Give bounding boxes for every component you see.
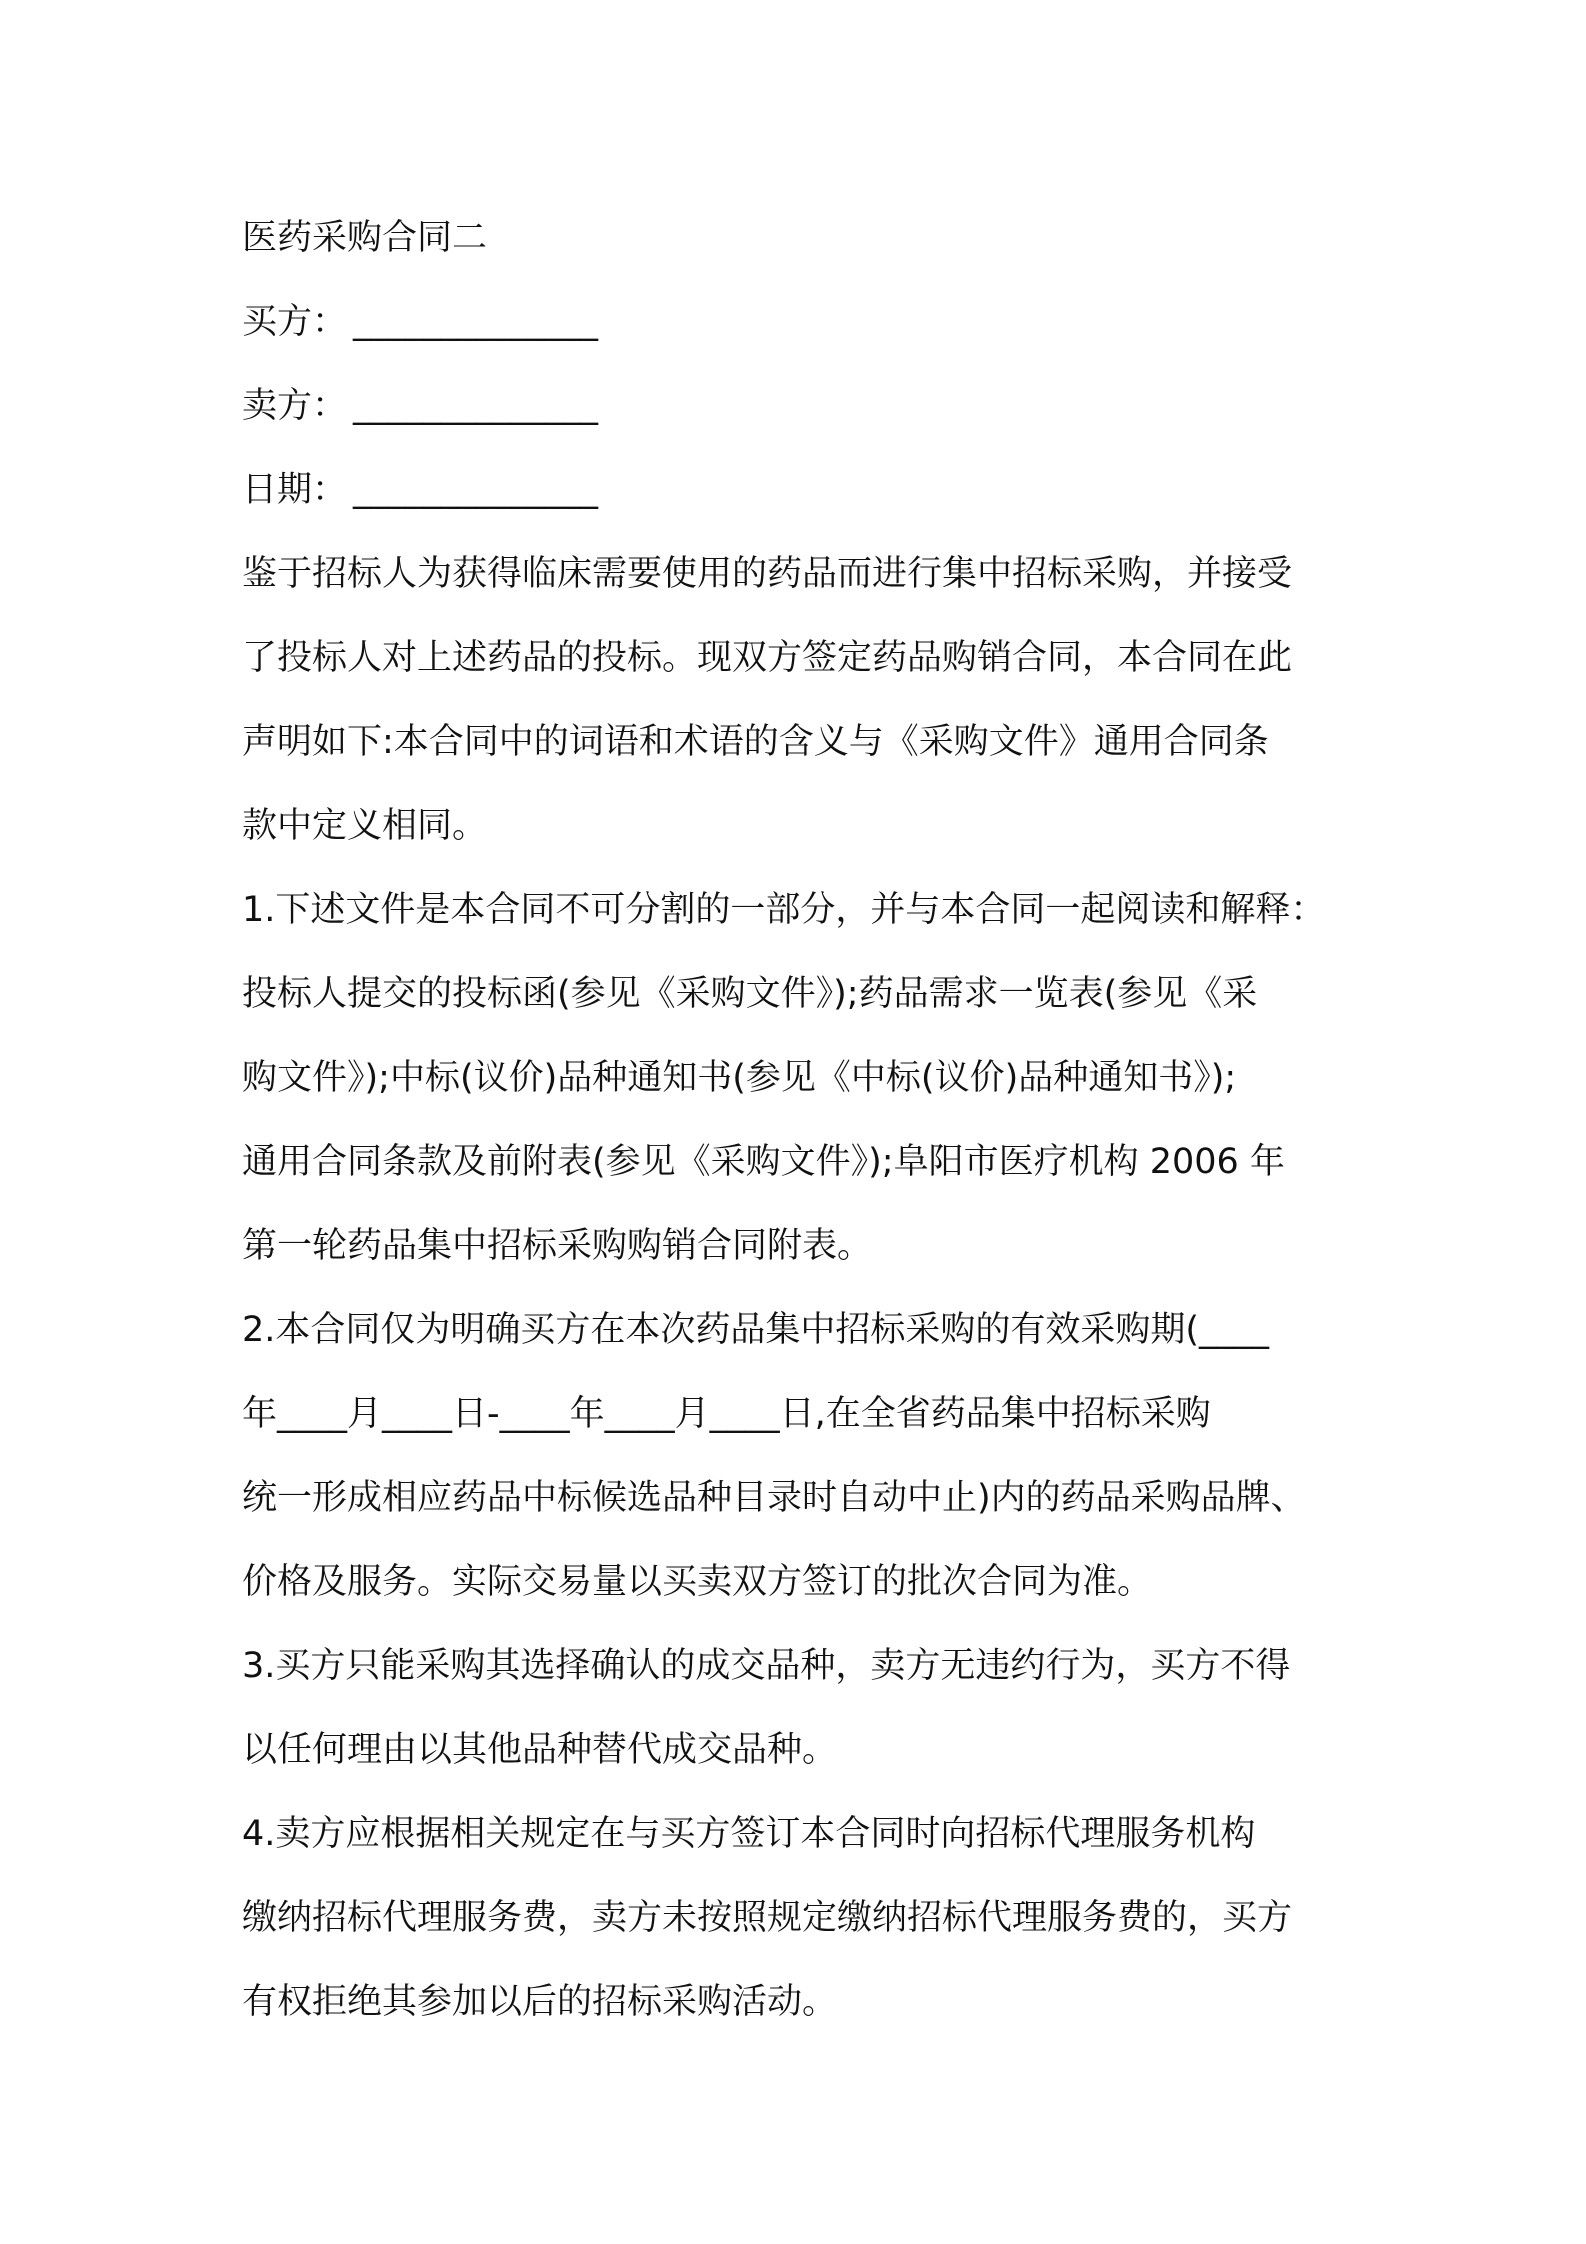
paragraph-line: 了投标人对上述药品的投标。现双方签定药品购销合同，本合同在此 — [242, 638, 1293, 678]
paragraph-line: 价格及服务。实际交易量以买卖双方签订的批次合同为准。 — [242, 1562, 1153, 1602]
clause-4 — [242, 1792, 1352, 2044]
paragraph-line: 1.下述文件是本合同不可分割的一部分，并与本合同一起阅读和解释： — [242, 890, 1326, 930]
date-label: 日期： — [242, 470, 348, 510]
paragraph-line: 有权拒绝其参加以后的招标采购活动。 — [242, 1982, 838, 2022]
date-blank: ______________ — [353, 470, 599, 510]
paragraph-line: 购文件》);中标(议价)品种通知书(参见《中标(议价)品种通知书》); — [242, 1058, 1237, 1098]
preamble-paragraph — [242, 532, 1352, 868]
paragraph-line: 款中定义相同。 — [242, 806, 488, 846]
clause-1 — [242, 868, 1352, 1288]
buyer-blank: ______________ — [353, 302, 599, 342]
paragraph-line: 第一轮药品集中招标采购购销合同附表。 — [242, 1226, 873, 1266]
paragraph-line: 通用合同条款及前附表(参见《采购文件》);阜阳市医疗机构 2006 年 — [242, 1142, 1285, 1182]
clause-3 — [242, 1624, 1352, 1792]
buyer-label: 买方： — [242, 302, 348, 342]
paragraph-line: 投标人提交的投标函(参见《采购文件》);药品需求一览表(参见《采 — [242, 974, 1258, 1014]
seller-field — [242, 364, 1352, 448]
date-field — [242, 448, 1352, 532]
paragraph-line: 缴纳招标代理服务费，卖方未按照规定缴纳招标代理服务费的，买方 — [242, 1898, 1293, 1938]
paragraph-line: 2.本合同仅为明确买方在本次药品集中招标采购的有效采购期(____ — [242, 1310, 1270, 1350]
paragraph-line: 3.买方只能采购其选择确认的成交品种，卖方无违约行为，买方不得 — [242, 1646, 1291, 1686]
paragraph-line: 年____月____日-____年____月____日,在全省药品集中招标采购 — [242, 1394, 1211, 1434]
seller-label: 卖方： — [242, 386, 348, 426]
buyer-field — [242, 280, 1352, 364]
seller-blank: ______________ — [353, 386, 599, 426]
document-body — [242, 196, 1352, 2044]
paragraph-line: 统一形成相应药品中标候选品种目录时自动中止)内的药品采购品牌、 — [242, 1478, 1306, 1518]
clause-2 — [242, 1288, 1352, 1624]
paragraph-line: 4.卖方应根据相关规定在与买方签订本合同时向招标代理服务机构 — [242, 1814, 1256, 1854]
paragraph-line: 以任何理由以其他品种替代成交品种。 — [242, 1730, 838, 1770]
paragraph-line: 声明如下:本合同中的词语和术语的含义与《采购文件》通用合同条 — [242, 722, 1269, 762]
document-title: 医药采购合同二 — [242, 218, 488, 258]
paragraph-line: 鉴于招标人为获得临床需要使用的药品而进行集中招标采购，并接受 — [242, 554, 1293, 594]
